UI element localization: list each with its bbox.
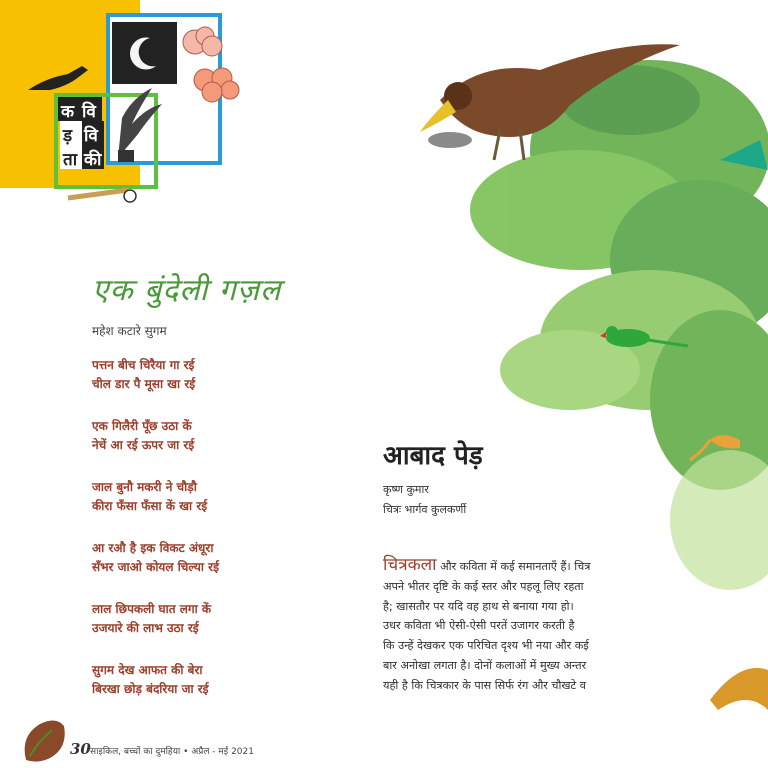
- poem-line: आ रऔ है इक विकट अंधूरा: [92, 541, 214, 555]
- article-title: आबाद पेड़: [383, 441, 483, 471]
- ink-pot-icon: [118, 150, 134, 162]
- ghazal-poem: [92, 356, 312, 722]
- crow-icon: [28, 66, 88, 90]
- leaf-icon: [18, 716, 68, 766]
- poem-stanza: [92, 356, 312, 394]
- body-line: उधर कविता भी ऐसी-ऐसी परतें उजागर करती है: [383, 619, 575, 633]
- poem-stanza: [92, 661, 312, 699]
- poem-stanza: [92, 417, 312, 455]
- poem-line: उजयारे की लाभ उठा रई: [92, 621, 199, 635]
- ghazal-title: एक बुंदेली गज़ल: [92, 273, 282, 308]
- logo-letter: ड़: [63, 126, 73, 146]
- body-line: यही है कि चित्रकार के पास सिर्फ रंग और चौखटे व: [383, 678, 586, 692]
- article-dropcap: चित्रकला: [383, 555, 437, 575]
- logo-letter: वि: [82, 102, 96, 122]
- article-body: [383, 556, 628, 696]
- ghazal-author: महेश कटारे सुगम: [92, 324, 167, 338]
- poem-line: कीरा फँसा फँसा कें खा रई: [92, 499, 208, 513]
- poem-line: लाल छिपकली घात लगा कें: [92, 602, 212, 616]
- poem-stanza: [92, 539, 312, 577]
- body-line: [383, 556, 628, 577]
- poem-line: पत्तन बीच चिरैया गा रई: [92, 358, 195, 372]
- foliage-icon: [470, 60, 768, 590]
- logo-letter: क: [61, 102, 75, 122]
- sharpener-icon: [124, 190, 136, 202]
- poem-line: एक गिलैरी पूँछ उठा कें: [92, 419, 192, 433]
- poem-line: बिरखा छोड़ बंदरिया जा रई: [92, 682, 209, 696]
- footer-credit: [90, 744, 254, 757]
- issue-date: अप्रैल - मई 2021: [191, 747, 254, 757]
- footer-separator: •: [183, 747, 189, 757]
- pencil-icon: [68, 190, 128, 198]
- page-number: 30: [70, 740, 91, 758]
- poem-line: नेचें आ रई ऊपर जा रई: [92, 438, 195, 452]
- magazine-name: साइकिल, बच्चों का दुमहिया: [90, 747, 181, 757]
- poem-line: चील डार पै मूसा खा रई: [92, 377, 196, 391]
- kavita-logo-illustration: [0, 0, 260, 215]
- article-author: कृष्ण कुमार: [383, 483, 429, 496]
- logo-letter: की: [84, 150, 102, 170]
- body-line: है; खासतौर पर यदि वह हाथ से बनाया गया हो।: [383, 599, 574, 613]
- poem-line: जाल बुनौ मकरी ने चौड़ौ: [92, 480, 197, 494]
- logo-letter: वि: [84, 126, 98, 146]
- night-sky-box: [112, 22, 177, 84]
- logo-letter: ता: [63, 150, 78, 170]
- body-line: बार अनोखा लगता है। दोनों कलाओं में मुख्य अन्तर: [383, 658, 587, 672]
- body-line: कि उन्हें देखकर एक परिचित दृश्य भी नया और कई: [383, 639, 589, 653]
- poem-stanza: [92, 600, 312, 638]
- poem-stanza: [92, 478, 312, 516]
- poem-line: सुगम देख आफत की बेरा: [92, 663, 203, 677]
- body-line-text: और कविता में कई समानताएँ हैं। चित्र: [436, 560, 591, 573]
- poem-line: सँभर जाओ कोयल चिल्या रई: [92, 560, 219, 574]
- body-line: अपने भीतर दृष्टि के कई स्तर और पहलू लिए रहता: [383, 579, 584, 593]
- article-illustrator: चित्रः भार्गव कुलकर्णी: [383, 503, 467, 516]
- monkey-tail-icon: [710, 668, 768, 710]
